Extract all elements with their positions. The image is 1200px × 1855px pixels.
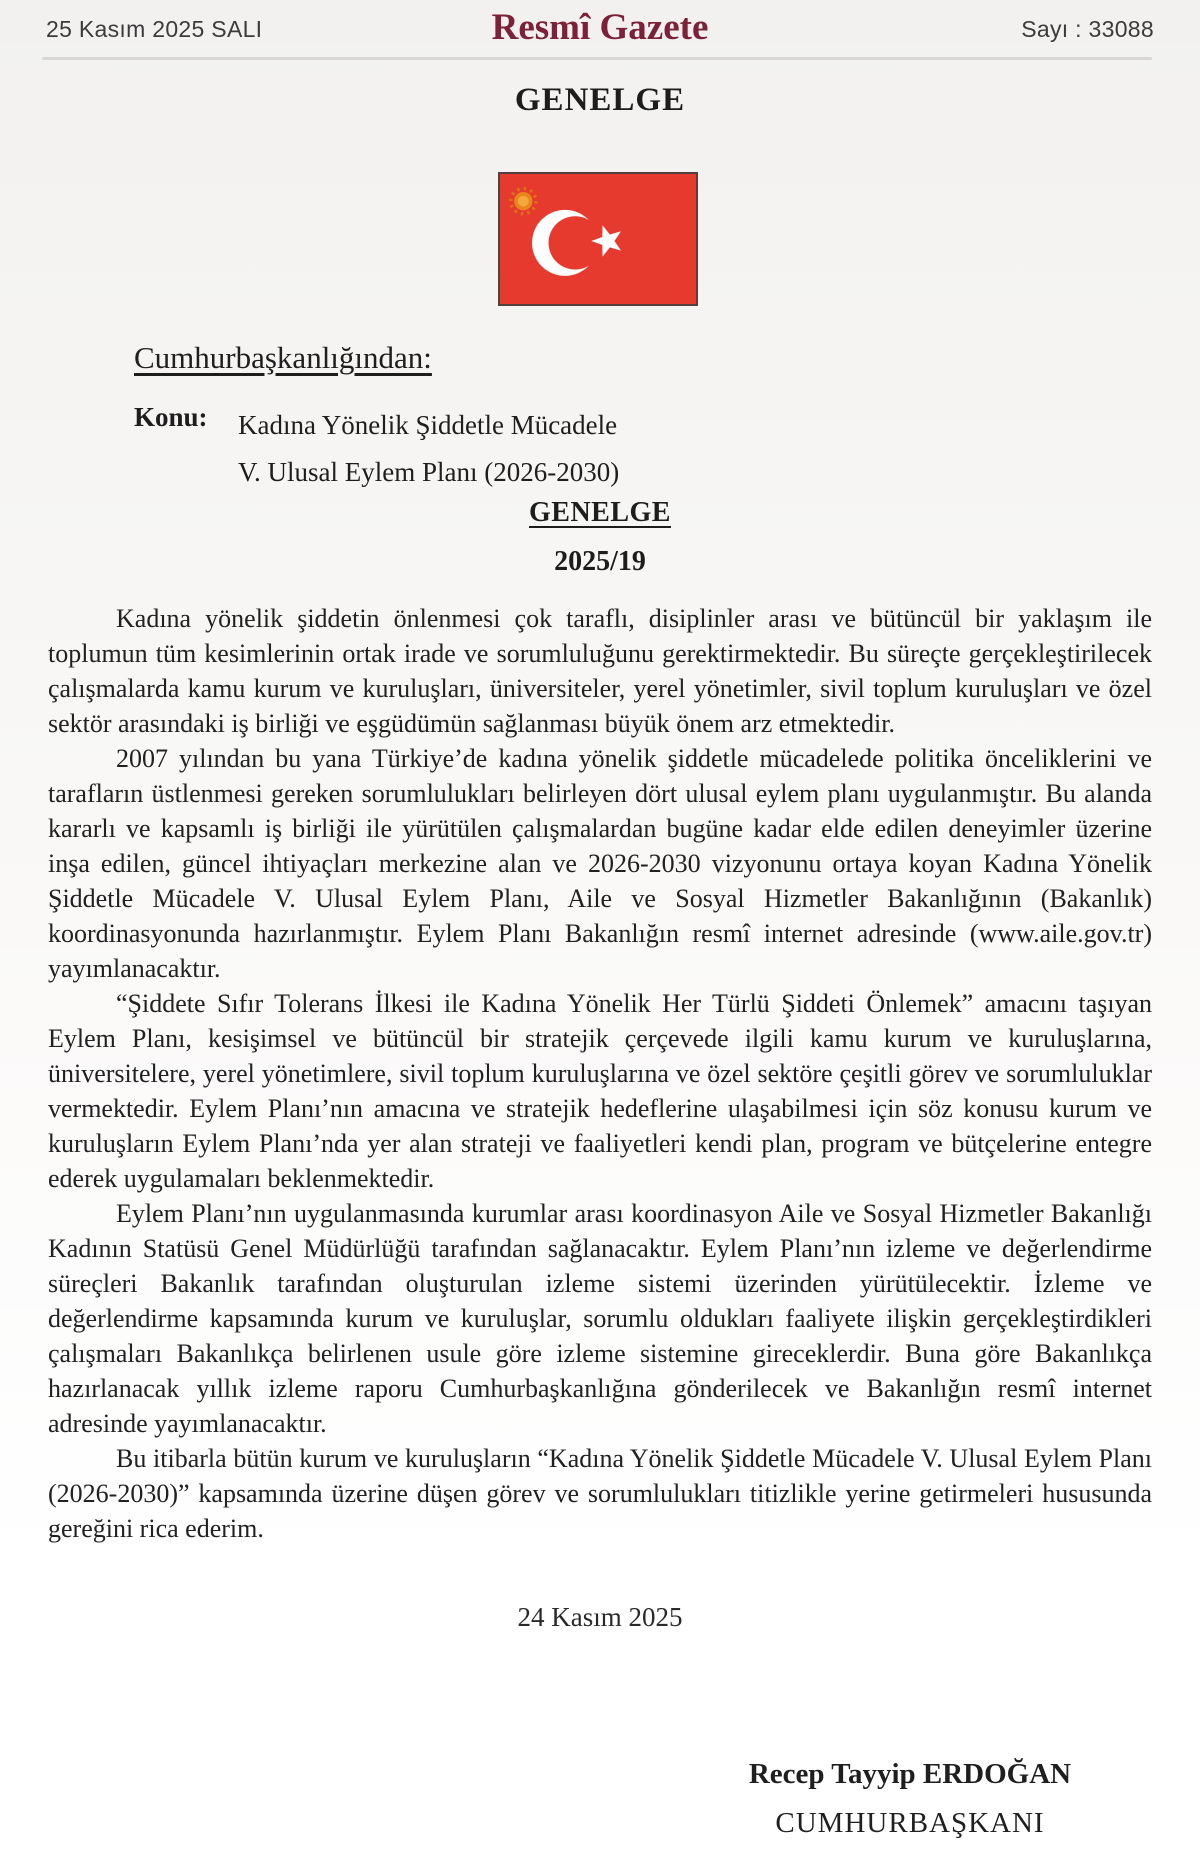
paragraph-1: Kadına yönelik şiddetin önlenmesi çok taraflı, disiplinler arası ve bütüncül bir yaklaşım ile toplumun tüm kesimlerinin ortak irade ve sorumluluğunu gerektirmektedir. Bu süreçte gerçekleştirilecek çalışmalarda kamu kurum ve kuruluşları, üniversiteler, yerel yönetimler, sivil toplum kuruluşları ve özel sektör arasındaki iş birliği ve eşgüdümün sağlanması büyük önem arz etmektedir. — [48, 604, 1152, 738]
circular-body — [48, 601, 1152, 1546]
gazette-title: Resmî Gazete — [491, 7, 709, 48]
subject-block — [134, 402, 619, 496]
header-divider — [42, 57, 1152, 60]
signature-block — [650, 1758, 1170, 1840]
paragraph-3: “Şiddete Sıfır Tolerans İlkesi ile Kadına Yönelik Her Türlü Şiddeti Önlemek” amacını taşıyan Eylem Planı, kesişimsel ve bütüncül bir stratejik çerçevede ilgili kamu kurum ve kuruluşlarına, üniversitelere, yerel yönetimlere, sivil toplum kuruluşlarına ve özel sektöre çeşitli görev ve sorumluluklar vermektedir. Eylem Planı’nın amacına ve stratejik hedeflerine ulaşabilmesi için söz konusu kurum ve kuruluşların Eylem Planı’nda yer alan strateji ve faaliyetleri kendi plan, program ve bütçelerine entegre ederek uygulamaları beklenmektedir. — [48, 989, 1152, 1193]
subject-label: Konu: — [134, 402, 208, 432]
circular-number: 2025/19 — [554, 546, 646, 577]
issue-number: Sayı : 33088 — [1021, 16, 1154, 42]
header-date: 25 Kasım 2025 SALI — [46, 16, 263, 42]
paragraph-5: Bu itibarla bütün kurum ve kuruluşların “Kadına Yönelik Şiddetle Mücadele V. Ulusal Eylem Planı (2026-2030)” kapsamında üzerine düşen görev ve sorumlulukları titizlikle yerine getirmeleri hususunda gereğini rica ederim. — [48, 1444, 1152, 1543]
signatory-name: Recep Tayyip ERDOĞAN — [748, 1758, 1072, 1790]
subject-line-2: V. Ulusal Eylem Planı (2026-2030) — [238, 457, 620, 487]
subject-lines — [238, 402, 619, 496]
signature-date: 24 Kasım 2025 — [517, 1602, 683, 1632]
signatory-title: CUMHURBAŞKANI — [775, 1807, 1045, 1839]
paragraph-2: 2007 yılından bu yana Türkiye’de kadına yönelik şiddetle mücadelede politika önceliklerini ve tarafların üstlenmesi gereken sorumlulukları belirleyen dört ulusal eylem planı uygulanmıştır. Bu alanda kararlı ve kapsamlı iş birliği ile yürütülen çalışmalardan bugüne kadar elde edilen deneyimler üzerine inşa edilen, güncel ihtiyaçları merkezine alan ve 2026-2030 vizyonunu ortaya koyan Kadına Yönelik Şiddetle Mücadele V. Ulusal Eylem Planı, Aile ve Sosyal Hizmetler Bakanlığının (Bakanlık) koordinasyonunda hazırlanmıştır. Eylem Planı Bakanlığın resmî internet adresinde (www.aile.gov.tr) yayımlanacaktır. — [48, 744, 1152, 983]
subject-line-1: Kadına Yönelik Şiddetle Mücadele — [238, 410, 618, 440]
document-type-heading: GENELGE — [514, 82, 686, 118]
turkish-flag-image — [498, 172, 698, 306]
paragraph-4: Eylem Planı’nın uygulanmasında kurumlar arası koordinasyon Aile ve Sosyal Hizmetler Bakanlığı Kadının Statüsü Genel Müdürlüğü tarafından sağlanacaktır. Eylem Planı’nın izleme ve değerlendirme süreçleri Bakanlık tarafından oluşturulan izleme sistemi üzerinden yürütülecektir. İzleme ve değerlendirme kapsamında kurum ve kuruluşlar, sorumlu oldukları faaliyete ilişkin gerçekleştirdikleri çalışmaları Bakanlıkça belirlenen usule göre izleme sistemine gireceklerdir. Buna göre Bakanlıkça hazırlanacak yıllık izleme raporu Cumhurbaşkanlığına gönderilecek ve Bakanlığın resmî internet adresinde yayımlanacaktır. — [48, 1199, 1152, 1438]
issuing-authority-heading: Cumhurbaşkanlığından: — [134, 340, 432, 375]
circular-heading-text: GENELGE — [529, 497, 671, 528]
flag-graphic — [500, 174, 696, 304]
circular-heading — [0, 497, 1200, 529]
